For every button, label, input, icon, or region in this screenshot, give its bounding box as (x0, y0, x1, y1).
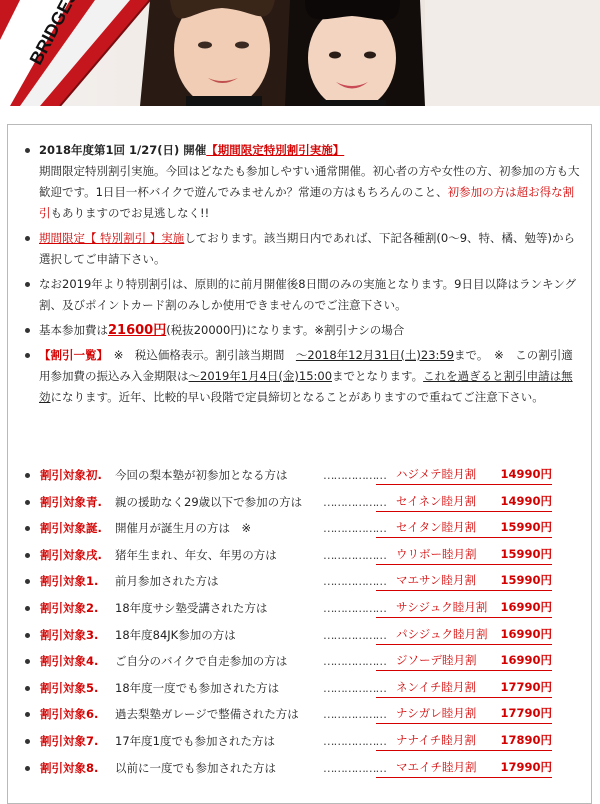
discount-plan-price: 14990円 (500, 493, 552, 508)
discount-label: 割引対象6. (40, 707, 99, 722)
intro-text-1b: もありますのでお見逃しなく!! (50, 206, 210, 220)
discount-item (20, 675, 580, 702)
invalid-warning: これを過ぎると割引申請は無効 (39, 369, 573, 404)
discount-plan-price: 17790円 (500, 706, 552, 721)
discount-desc: 18年度サシ塾受講された方は (115, 600, 268, 615)
discount-plan-price: 17990円 (500, 759, 552, 774)
discount-dots: ……………… (323, 680, 386, 695)
hero-banner (0, 0, 600, 106)
intro-text-2: しております。該当期日内であれば、下記各種割(0～9、特、橘、勉等)から選択してご申請下さい。 (39, 231, 575, 266)
discount-dots: ……………… (323, 494, 386, 509)
discount-plan-name: ナシガレ睦月割 (396, 706, 477, 721)
discount-list (20, 462, 580, 781)
discount-plan-link[interactable] (376, 703, 552, 724)
discount-dots: ……………… (323, 760, 386, 775)
intro-item-discount-list (20, 345, 580, 408)
discount-item (20, 728, 580, 755)
discount-plan-price: 17890円 (500, 732, 552, 747)
discount-item (20, 595, 580, 622)
discount-plan-name: ネンイチ睦月割 (396, 679, 476, 694)
intro-item-notice (20, 274, 580, 316)
discount-desc: 前月参加された方は (115, 574, 219, 589)
discount-dots: ……………… (323, 521, 386, 536)
discount-item (20, 568, 580, 595)
discount-plan-price: 17790円 (500, 679, 552, 694)
discount-plan-link[interactable] (376, 730, 552, 751)
discount-plan-link[interactable] (376, 517, 552, 538)
discount-plan-link[interactable] (376, 491, 552, 512)
discount-label: 割引対象2. (40, 600, 99, 615)
discount-item (20, 701, 580, 728)
discount-plan-name: マエサン睦月割 (396, 573, 476, 588)
discount-item (20, 515, 580, 542)
base-price: 21600円 (108, 323, 167, 338)
discount-label: 割引対象5. (40, 680, 99, 695)
intro-text-4a: 基本参加費は (39, 323, 108, 337)
discount-dots: ……………… (323, 654, 386, 669)
discount-desc: 17年度1度でも参加された方は (115, 733, 275, 748)
discount-label: 割引対象8. (40, 760, 99, 775)
discount-label: 割引対象4. (40, 654, 99, 669)
discount-label: 割引対象3. (40, 627, 99, 642)
discount-item (20, 755, 580, 782)
discount-plan-name: ナナイチ睦月割 (396, 732, 476, 747)
discount-plan-name: マエイチ睦月割 (396, 759, 477, 774)
discount-desc: 猪年生まれ、年女、年男の方は (115, 547, 277, 562)
discount-plan-name: サシジュク睦月割 (396, 599, 488, 614)
discount-plan-price: 16990円 (500, 653, 552, 668)
discount-dots: ……………… (323, 733, 386, 748)
discount-plan-link[interactable] (376, 597, 552, 618)
discount-plan-name: パシジュク睦月割 (396, 626, 488, 641)
umbrella-graphic (0, 0, 150, 106)
discount-label: 割引対象青. (40, 494, 102, 509)
discount-dots: ……………… (323, 547, 386, 562)
discount-plan-name: セイネン睦月割 (396, 493, 477, 508)
intro-text-1-red: 初参加の方は超お得な割引 (39, 185, 575, 220)
discount-list-label: 【割引一覧】 (39, 348, 103, 362)
intro-item-special (20, 228, 580, 270)
discount-dots: ……………… (323, 468, 386, 482)
discount-plan-link[interactable] (376, 677, 552, 698)
discount-plan-price: 15990円 (500, 520, 552, 535)
discount-label: 割引対象初. (40, 468, 102, 482)
intro-item-headline (20, 140, 580, 224)
discount-desc: 18年度84JK参加の方は (115, 627, 236, 642)
discount-item (20, 648, 580, 675)
discount-label: 割引対象1. (40, 574, 99, 589)
discount-item (20, 622, 580, 649)
hero-photo (0, 0, 600, 106)
discount-plan-price: 14990円 (500, 467, 552, 481)
model-left (140, 0, 300, 106)
discount-dots: ……………… (323, 574, 386, 589)
discount-plan-link[interactable] (376, 570, 552, 591)
intro-text-5d: になります。近年、比較的早い段階で定員締切となることがありますので重ねてご注意下さい。 (50, 390, 544, 404)
discount-plan-name: ジソーデ睦月割 (396, 653, 477, 668)
discount-desc: ご自分のバイクで自走参加の方は (115, 654, 288, 669)
discount-label: 割引対象7. (40, 733, 99, 748)
discount-label: 割引対象誕. (40, 521, 102, 536)
discount-desc: 以前に一度でも参加された方は (115, 760, 276, 775)
discount-dots: ……………… (323, 600, 386, 615)
discount-dots: ……………… (323, 627, 386, 642)
discount-plan-name: ハジメテ睦月割 (396, 467, 477, 481)
discount-plan-price: 16990円 (500, 599, 552, 614)
intro-text-1a: 期間限定特別割引実施。今回はどなたも参加しやすい通常開催。初心者の方や女性の方、初参加の方も大歓迎です。1日目一杯バイクで遊んでみませんか？常連の方はもちろんのこと、 (39, 164, 580, 199)
intro-text-5a: ※ 税込価格表示。割引該当期間 (102, 348, 296, 362)
discount-label: 割引対象戌. (40, 547, 102, 562)
discount-plan-link[interactable] (376, 650, 552, 671)
discount-desc: 親の援助なく29歳以下で参加の方は (115, 494, 303, 509)
discount-dots: ……………… (323, 707, 386, 722)
discount-plan-link[interactable] (376, 624, 552, 645)
special-discount-link[interactable]: 期間限定【 特別割引 】実施 (39, 231, 185, 245)
discount-item (20, 489, 580, 516)
intro-text-4b: (税抜20000円)になります。※割引ナシの場合 (166, 323, 405, 337)
intro-text-3: なお2019年より特別割引は、原則的に前月開催後8日間のみの実施となります。9日目以降はランキング割、及びポイントカード割のみしか使用できませんのでご注意下さい。 (39, 277, 577, 312)
payment-deadline: ～2019年1月4日(金)15:00 (188, 369, 333, 383)
event-headline: 2018年度第1回 1/27(日) 開催 (39, 143, 207, 157)
intro-list (20, 140, 580, 412)
discount-period: ～2018年12月31日(土)23:59 (295, 348, 455, 362)
intro-item-price (20, 320, 580, 341)
discount-plan-price: 15990円 (500, 573, 552, 588)
discount-plan-name: ウリボー睦月割 (396, 546, 477, 561)
intro-text-5b: まで。 ※ この割引適用参加費の振込み入金期限は (39, 348, 573, 383)
discount-desc: 過去梨塾ガレージで整備された方は (115, 707, 299, 722)
discount-plan-link[interactable] (376, 544, 552, 565)
discount-item (20, 542, 580, 569)
discount-plan-name: セイタン睦月割 (396, 520, 477, 535)
discount-plan-price: 15990円 (500, 546, 552, 561)
discount-desc: 開催月が誕生月の方は ※ (115, 521, 252, 536)
discount-plan-link[interactable] (376, 464, 552, 485)
discount-plan-link[interactable] (376, 757, 552, 778)
discount-plan-price: 16990円 (500, 626, 552, 641)
intro-text-5c: までとなります。 (332, 369, 424, 383)
discount-desc: 18年度一度でも参加された方は (115, 680, 280, 695)
event-headline-tag: 【期間限定特別割引実施】 (206, 143, 345, 157)
discount-item (20, 462, 580, 489)
model-right (285, 0, 425, 106)
discount-desc: 今回の梨本塾が初参加となる方は (115, 468, 288, 482)
